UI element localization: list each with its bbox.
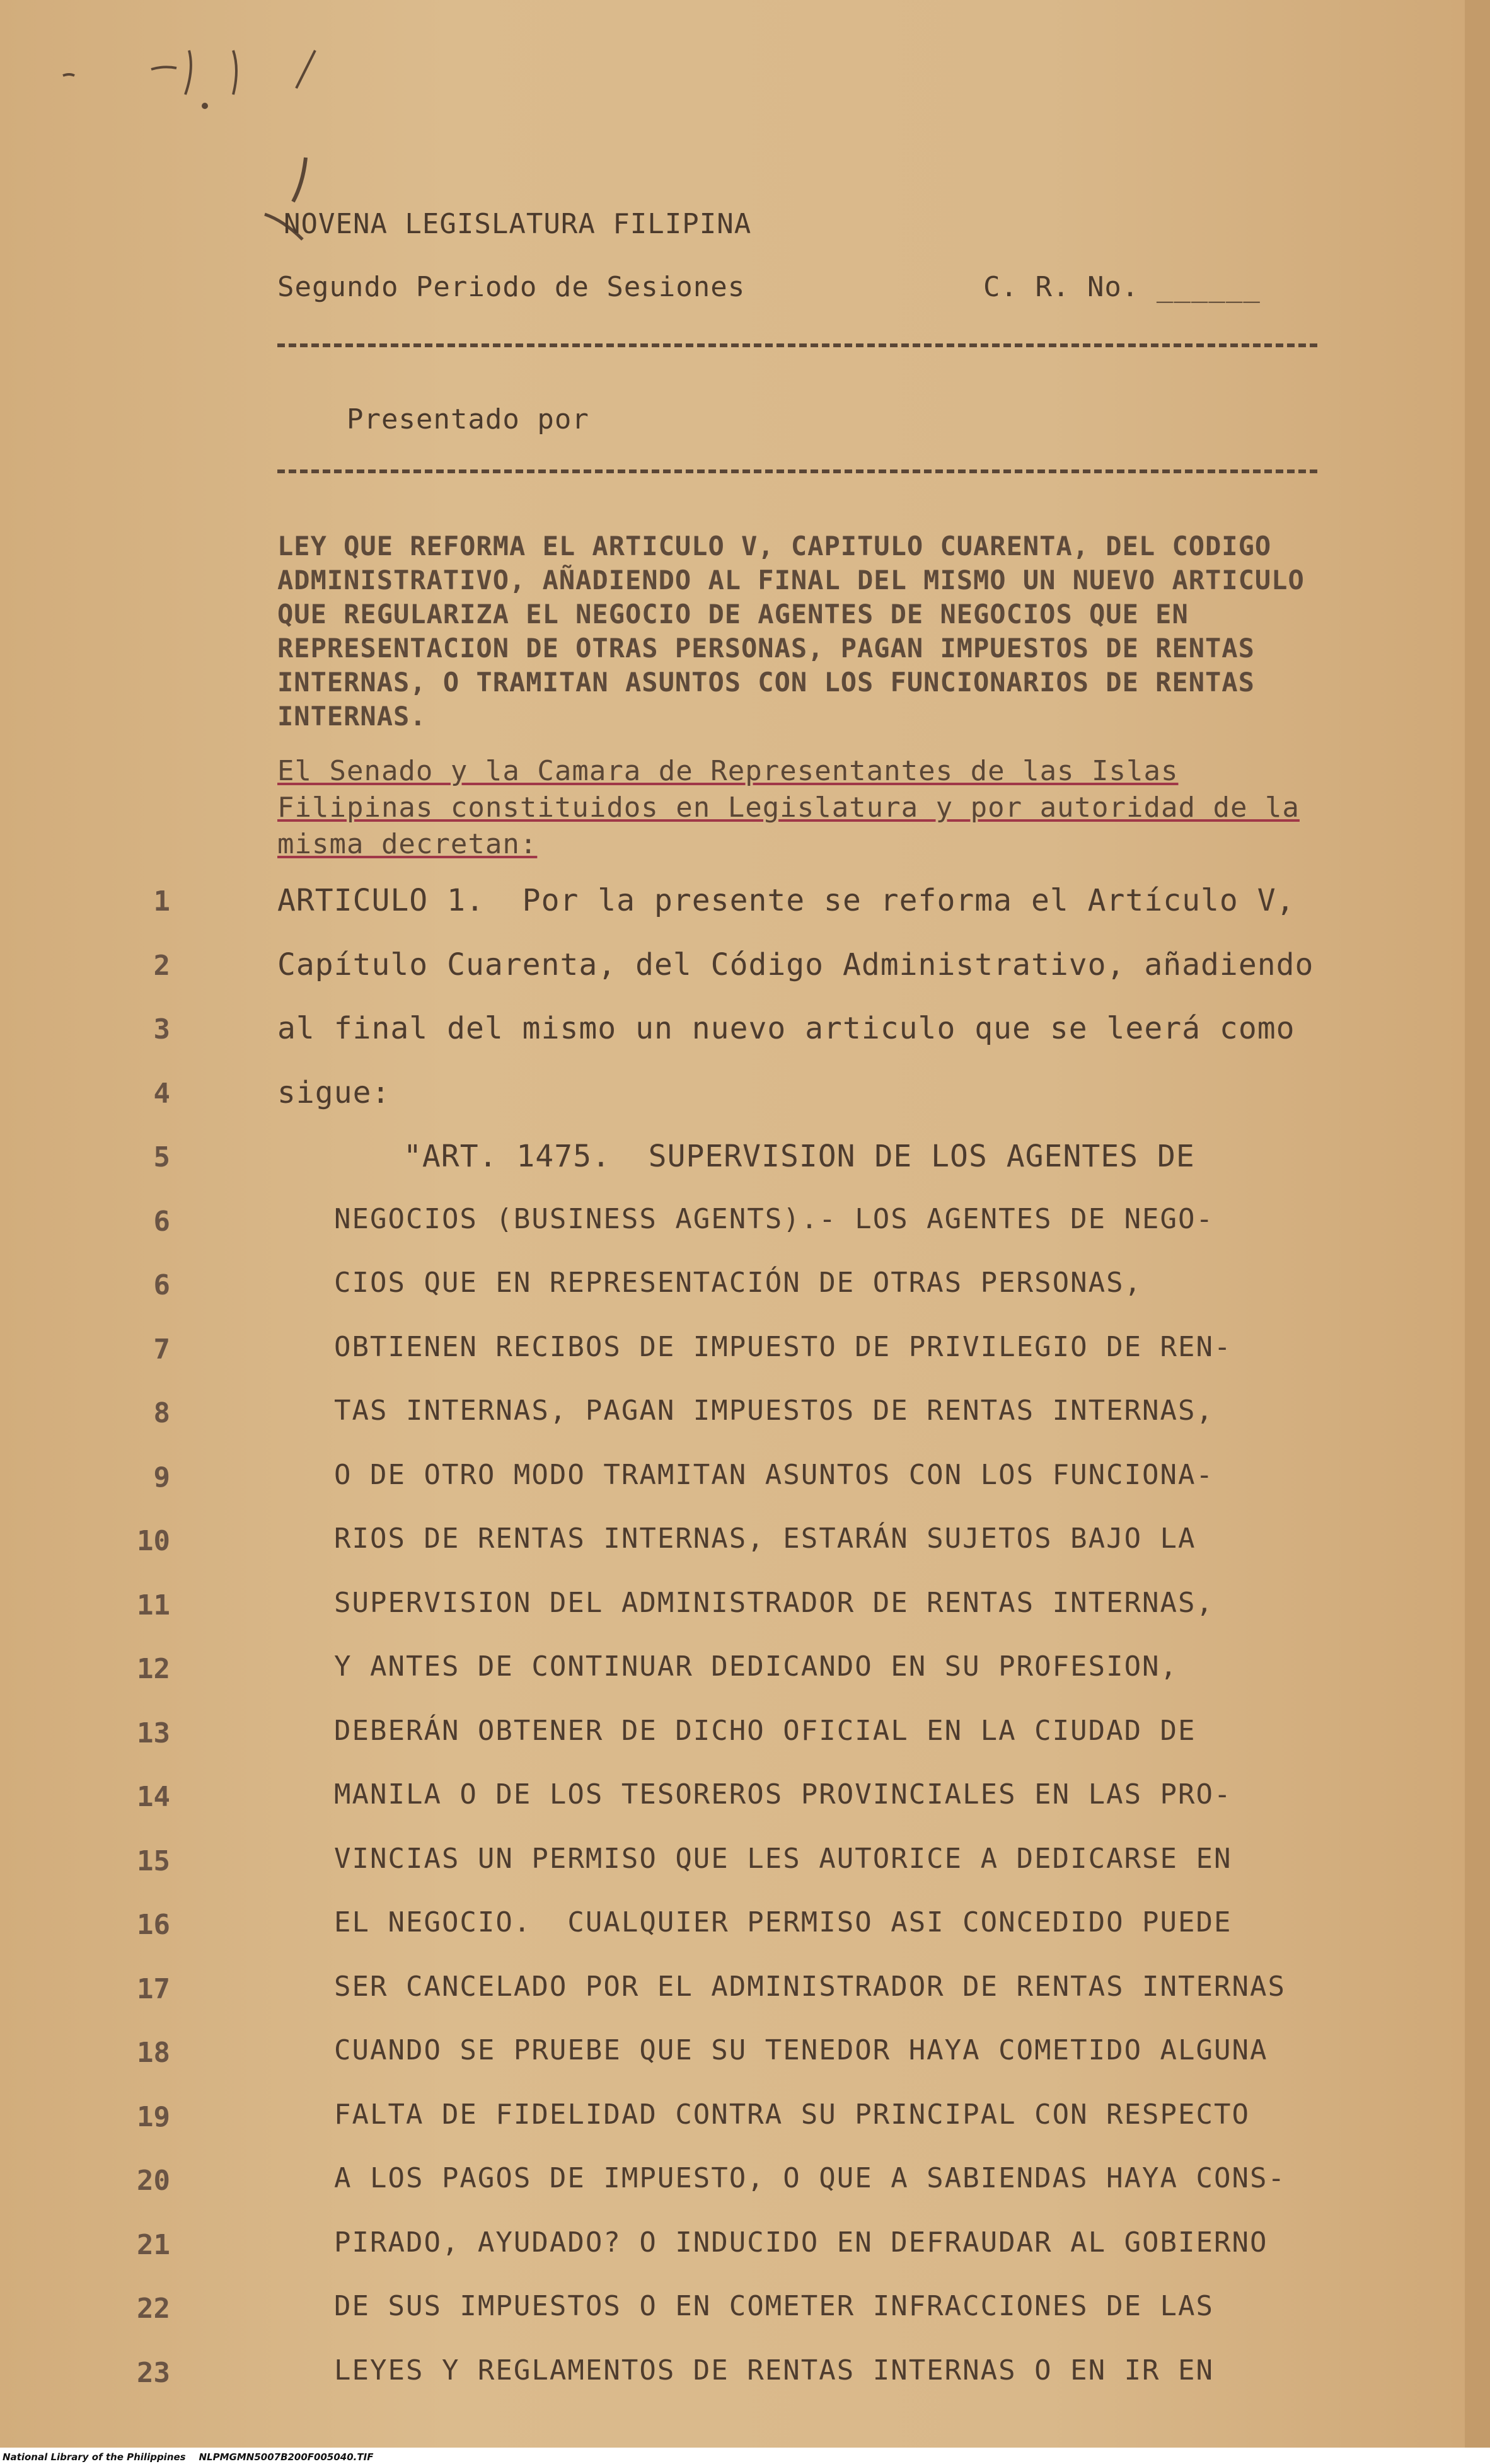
line-text: Capítulo Cuarenta, del Código Administrativo, añadiendo — [277, 947, 1314, 982]
line-number: 19 — [137, 2100, 170, 2133]
line-number: 9 — [153, 1461, 170, 1494]
line-text: CUANDO SE PRUEBE QUE SU TENEDOR HAYA COMETIDO ALGUNA — [334, 2034, 1268, 2066]
line-number: 15 — [137, 1845, 170, 1877]
line-number: 8 — [153, 1397, 170, 1429]
line-number: 4 — [153, 1077, 170, 1110]
line-text: NEGOCIOS (BUSINESS AGENTS).- LOS AGENTES DE NEGO- — [334, 1202, 1215, 1235]
line-text: VINCIAS UN PERMISO QUE LES AUTORICE A DEDICARSE EN — [334, 1842, 1232, 1875]
line-number: 2 — [153, 949, 170, 982]
footer-caption: National Library of the Philippines NLPMGMN5007B200F005040.TIF — [3, 2451, 374, 2463]
line-text: LEYES Y REGLAMENTOS DE RENTAS INTERNAS O EN IR EN — [334, 2354, 1215, 2386]
line-number: 17 — [137, 1972, 170, 2005]
line-number: 18 — [137, 2037, 170, 2069]
line-text: TAS INTERNAS, PAGAN IMPUESTOS DE RENTAS INTERNAS, — [334, 1395, 1215, 1427]
line-number: 14 — [137, 1781, 170, 1813]
line-number: 7 — [153, 1333, 170, 1366]
line-text: DE SUS IMPUESTOS O EN COMETER INFRACCIONES DE LAS — [334, 2290, 1215, 2322]
line-number: 21 — [137, 2228, 170, 2261]
enacting-clause: El Senado y la Camara de Representantes de las Islas Filipinas constituidos en Legislatura y por autoridad de la misma decretan: — [277, 755, 1300, 860]
bill-title: LEY QUE REFORMA EL ARTICULO V, CAPITULO CUARENTA, DEL CODIGO ADMINISTRATIVO, AÑADIENDO AL FINAL DEL MISMO UN NUEVO ARTICULO QUE REGULARIZA EL NEGOCIO DE AGENTES DE NEGOCIOS QUE EN REPRESENTACION DE OTRAS PERSONAS, PAGAN IMPUESTOS DE RENTAS INTERNAS, O TRAMITAN ASUNTOS CON LOS FUNCIONARIOS DE RENTAS INTERNAS. — [277, 531, 1305, 732]
line-number: 6 — [153, 1269, 170, 1301]
line-number: 5 — [153, 1141, 170, 1173]
line-text: "ART. 1475. SUPERVISION DE LOS AGENTES DE — [403, 1139, 1195, 1174]
line-number: 13 — [137, 1717, 170, 1749]
page-edge — [1465, 0, 1490, 2464]
line-number: 3 — [153, 1013, 170, 1045]
line-number: 1 — [153, 885, 170, 918]
line-number: 10 — [137, 1525, 170, 1557]
line-text: RIOS DE RENTAS INTERNAS, ESTARÁN SUJETOS BAJO LA — [334, 1523, 1196, 1555]
divider-bottom — [277, 469, 1317, 473]
line-text: al final del mismo un nuevo articulo que se leerá como — [277, 1011, 1295, 1046]
line-text: SER CANCELADO POR EL ADMINISTRADOR DE RENTAS INTERNAS — [334, 1970, 1286, 2003]
line-text: ARTICULO 1. Por la presente se reforma el Artículo V, — [277, 883, 1295, 918]
line-text: DEBERÁN OBTENER DE DICHO OFICIAL EN LA CIUDAD DE — [334, 1714, 1196, 1747]
session-heading: Segundo Periodo de Sesiones — [277, 271, 746, 303]
line-text: Y ANTES DE CONTINUAR DEDICANDO EN SU PROFESION, — [334, 1650, 1179, 1683]
line-text: A LOS PAGOS DE IMPUESTO, O QUE A SABIENDAS HAYA CONS- — [334, 2162, 1286, 2194]
line-text: CIOS QUE EN REPRESENTACIÓN DE OTRAS PERSONAS, — [334, 1267, 1143, 1299]
line-text: O DE OTRO MODO TRAMITAN ASUNTOS CON LOS FUNCIONA- — [334, 1458, 1215, 1491]
presented-by: Presentado por — [347, 403, 589, 435]
line-number: 12 — [137, 1653, 170, 1685]
line-number: 6 — [153, 1205, 170, 1238]
line-text: FALTA DE FIDELIDAD CONTRA SU PRINCIPAL CON RESPECTO — [334, 2098, 1250, 2131]
line-text: PIRADO, AYUDADO? O INDUCIDO EN DEFRAUDAR AL GOBIERNO — [334, 2226, 1268, 2259]
bill-number: C. R. No. ______ — [983, 271, 1261, 303]
line-text: sigue: — [277, 1074, 391, 1110]
line-number: 11 — [137, 1589, 170, 1621]
footer-bar — [0, 2448, 1490, 2464]
legislature-heading: NOVENA LEGISLATURA FILIPINA — [284, 208, 752, 240]
line-number: 16 — [137, 1909, 170, 1941]
line-text: MANILA O DE LOS TESOREROS PROVINCIALES EN LAS PRO- — [334, 1778, 1232, 1811]
line-number: 22 — [137, 2293, 170, 2325]
line-number: 20 — [137, 2165, 170, 2197]
line-number: 23 — [137, 2356, 170, 2389]
line-text: SUPERVISION DEL ADMINISTRADOR DE RENTAS INTERNAS, — [334, 1586, 1215, 1619]
divider-top — [277, 343, 1317, 347]
line-text: OBTIENEN RECIBOS DE IMPUESTO DE PRIVILEGIO DE REN- — [334, 1330, 1232, 1363]
line-text: EL NEGOCIO. CUALQUIER PERMISO ASI CONCEDIDO PUEDE — [334, 1906, 1232, 1938]
